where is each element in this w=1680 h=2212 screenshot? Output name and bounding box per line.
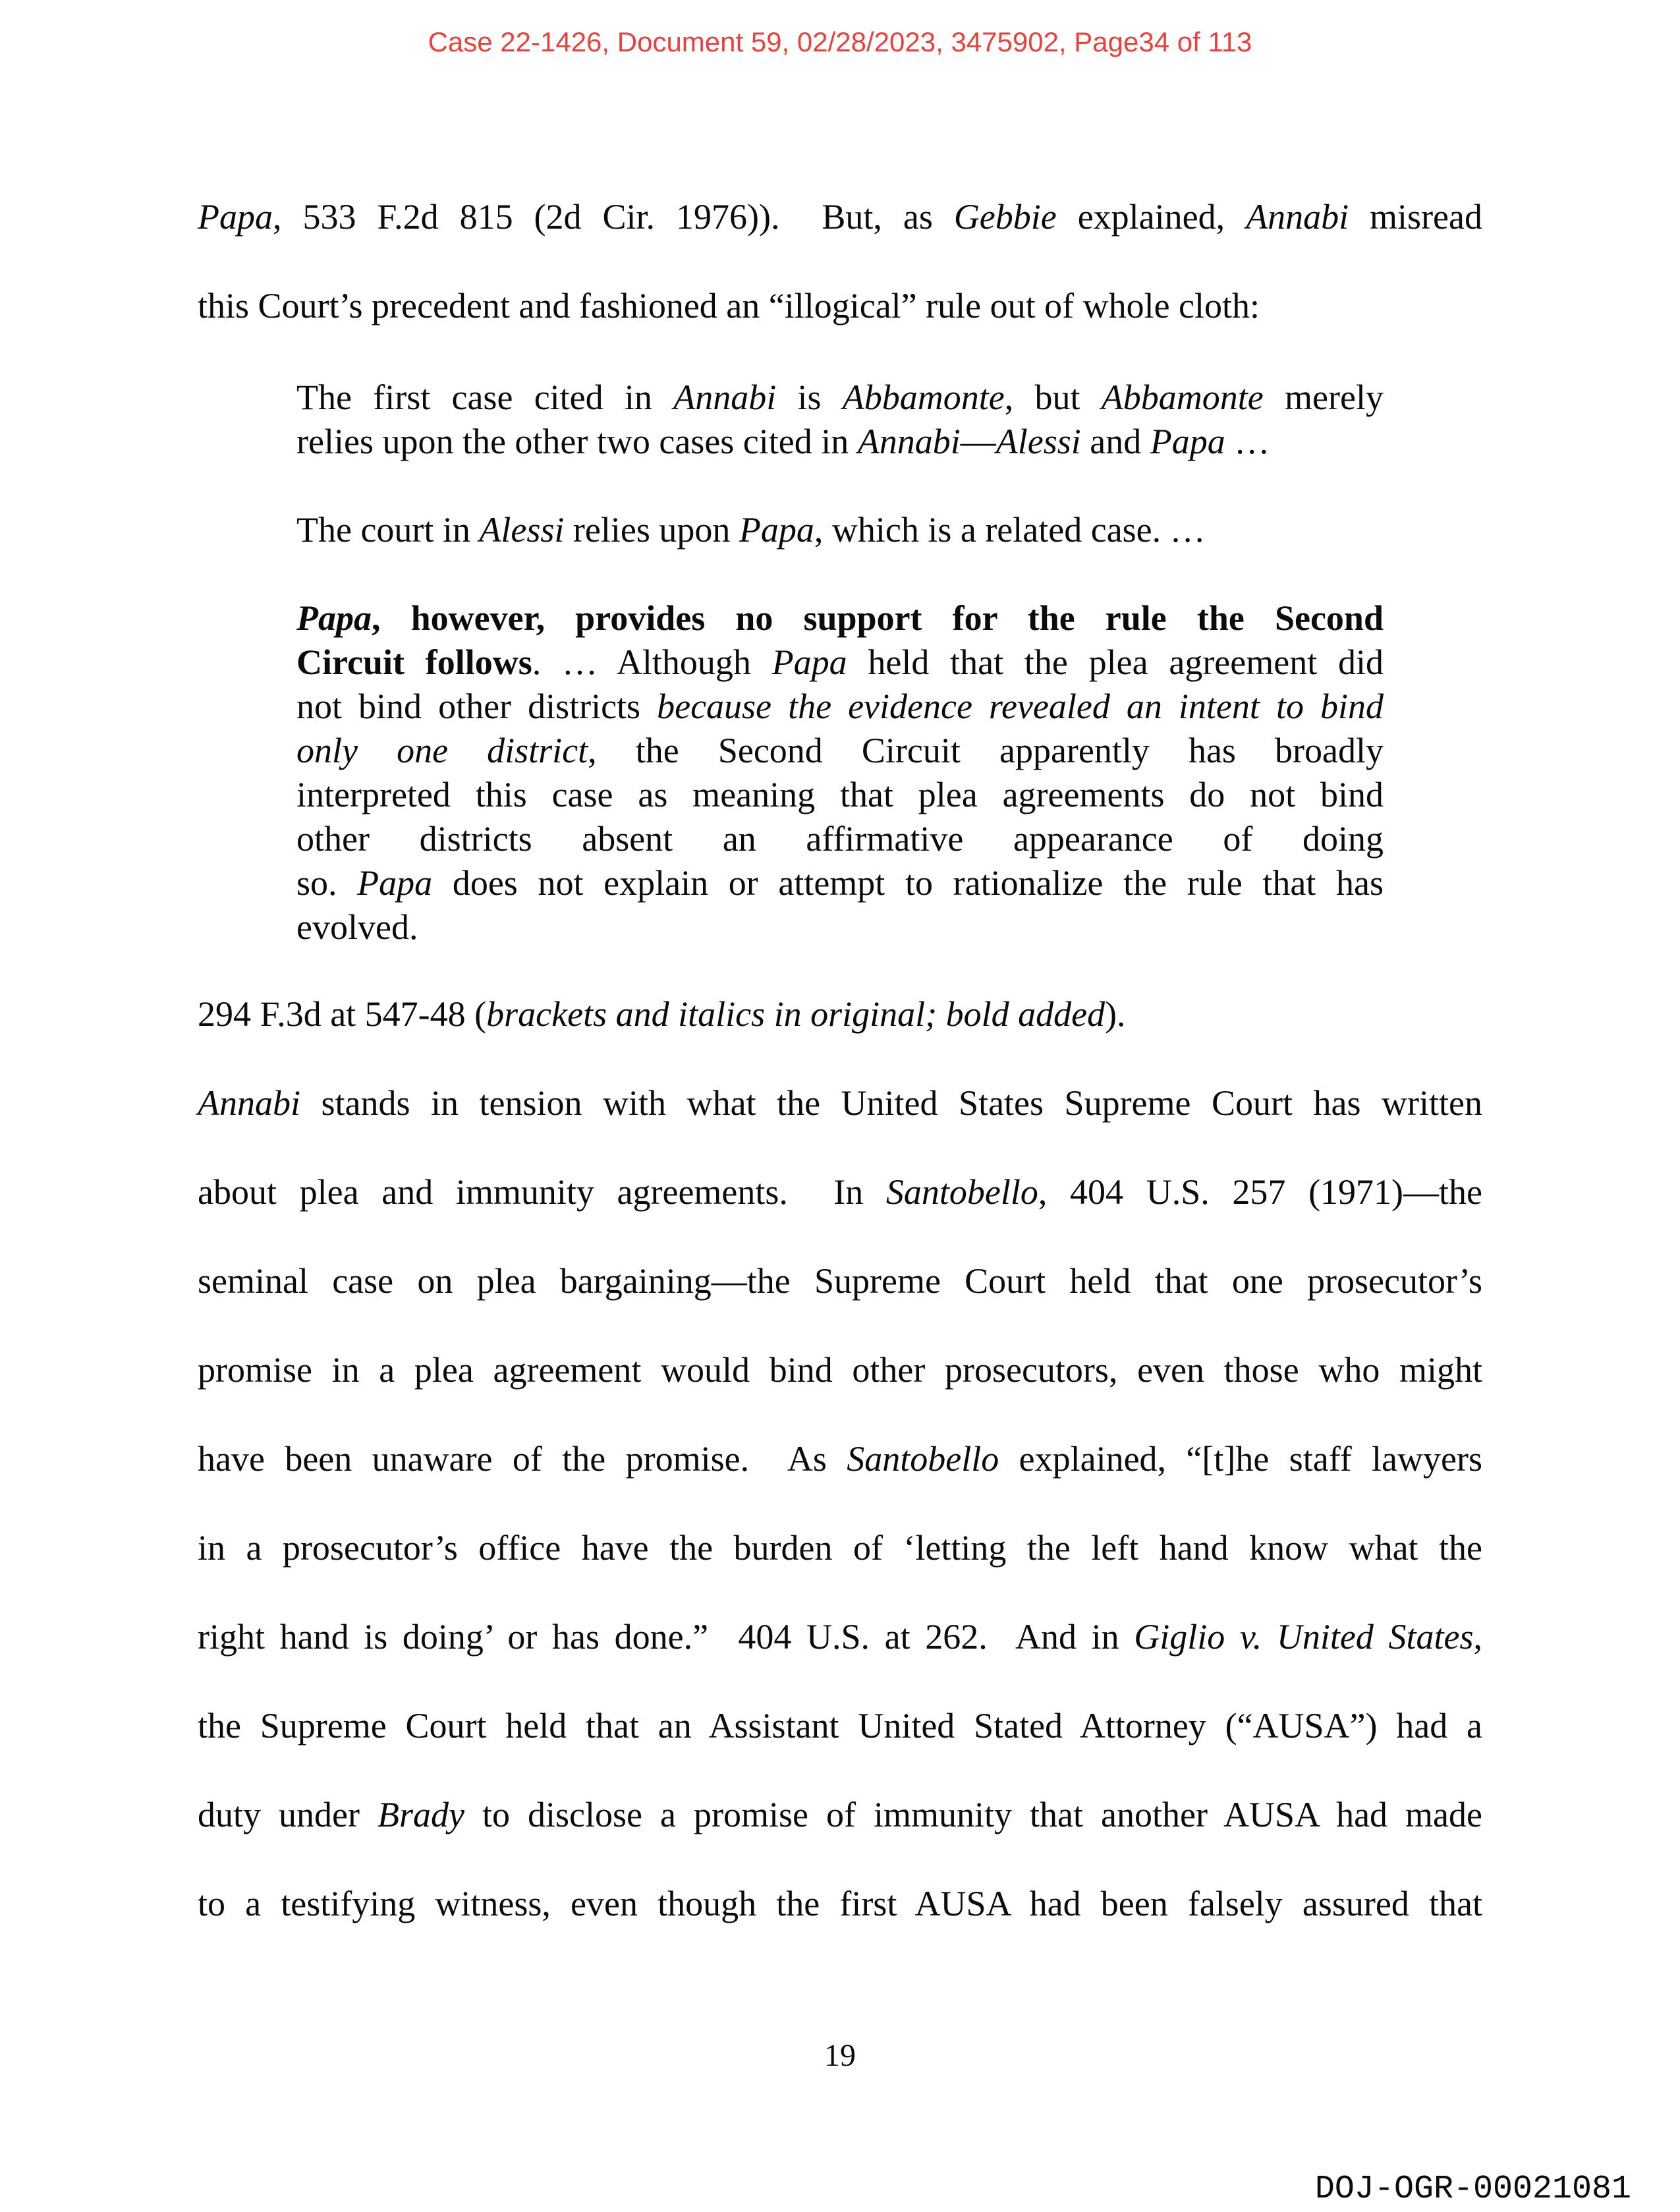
text-line <box>198 1504 1482 1593</box>
text-segment: , 404 U.S. 257 (1971)—the <box>1038 1172 1483 1212</box>
text-line <box>198 173 1482 262</box>
text-segment: Papa <box>357 863 433 903</box>
text-segment: , however, provides no support for the rule the Second <box>372 598 1384 638</box>
text-segment: The court in <box>296 510 480 550</box>
text-segment: Papa <box>771 642 847 682</box>
text-segment: , the Second Circuit apparently has broadly <box>588 731 1384 770</box>
text-segment: to disclose a promise of immunity that another AUSA had made <box>464 1795 1482 1834</box>
text-segment: Brady <box>378 1795 464 1834</box>
text-segment: have been unaware of the promise. As <box>198 1439 847 1479</box>
text-line <box>198 970 1482 1059</box>
text-segment: in a prosecutor’s office have the burden of ‘letting the left hand know what the <box>198 1528 1482 1568</box>
text-segment: right hand is doing’ or has done.” 404 U.S. at 262. And in <box>198 1617 1134 1657</box>
text-line <box>296 817 1384 861</box>
text-line <box>198 1859 1482 1948</box>
text-segment: held that the plea agreement did <box>847 642 1384 682</box>
text-segment: , which is a related case. … <box>814 510 1206 550</box>
text-segment: Papa <box>296 598 372 638</box>
text-line <box>296 773 1384 817</box>
text-segment: not bind other districts <box>296 687 658 726</box>
text-segment: relies upon the other two cases cited in <box>296 422 858 461</box>
text-line <box>198 1326 1482 1415</box>
text-segment: — <box>960 422 996 461</box>
text-segment: promise in a plea agreement would bind other prosecutors, even those who might <box>198 1350 1482 1390</box>
text-segment: misread <box>1349 197 1482 237</box>
page-number: 19 <box>824 2038 856 2073</box>
text-segment: explained, “[t]he staff lawyers <box>999 1439 1482 1479</box>
text-segment: , but <box>1004 378 1102 417</box>
text-segment: this Court’s precedent and fashioned an “illogical” rule out of whole cloth: <box>198 286 1260 326</box>
text-line <box>296 508 1384 552</box>
text-line <box>296 685 1384 729</box>
text-line <box>198 1415 1482 1504</box>
text-line <box>198 1771 1482 1859</box>
text-segment: because the evidence revealed an intent to bind <box>657 687 1384 726</box>
text-line <box>296 640 1384 685</box>
text-segment: Papa <box>198 197 273 237</box>
text-segment: Papa <box>1150 422 1225 461</box>
bates-number: DOJ-OGR-00021081 <box>1314 2170 1631 2208</box>
text-segment: , <box>1473 1617 1482 1657</box>
block-quote-paragraph <box>296 376 1384 464</box>
body-paragraph <box>198 970 1482 1059</box>
text-segment: … <box>1225 422 1270 461</box>
text-segment: is <box>776 378 843 417</box>
text-segment: , 533 F.2d 815 (2d Cir. 1976)). But, as <box>273 197 954 237</box>
text-segment: other districts absent an affirmative appearance of doing <box>296 819 1384 859</box>
text-segment: stands in tension with what the United States Supreme Court has written <box>300 1083 1482 1123</box>
text-segment: Papa <box>739 510 814 550</box>
text-segment: does not explain or attempt to rationalize the rule that has <box>432 863 1384 903</box>
text-segment: Alessi <box>995 422 1081 461</box>
text-line <box>198 262 1482 351</box>
text-segment: Annabi <box>198 1083 300 1123</box>
text-segment: Circuit follows <box>296 642 532 682</box>
text-segment: evolved. <box>296 907 418 947</box>
text-line <box>296 905 1384 950</box>
text-segment: Santobello <box>885 1172 1038 1212</box>
body-paragraph <box>198 1059 1482 1948</box>
text-segment: Annabi <box>857 422 961 461</box>
text-segment: and <box>1080 422 1150 461</box>
text-segment: relies upon <box>564 510 739 550</box>
text-line <box>296 861 1384 905</box>
text-line <box>296 376 1384 420</box>
text-line <box>296 596 1384 640</box>
block-quote-paragraph <box>296 596 1384 950</box>
text-segment: interpreted this case as meaning that plea agreements do not bind <box>296 775 1384 814</box>
case-stamp-header: Case 22-1426, Document 59, 02/28/2023, 3475902, Page34 of 113 <box>428 26 1252 57</box>
text-line <box>198 1237 1482 1326</box>
block-quote-paragraph <box>296 508 1384 552</box>
text-line <box>198 1059 1482 1148</box>
text-line <box>296 420 1384 464</box>
text-segment: The first case cited in <box>296 378 674 417</box>
document-body <box>198 173 1482 1948</box>
text-line <box>296 729 1384 773</box>
text-segment: Annabi <box>1246 197 1349 237</box>
text-segment: so. <box>296 863 358 903</box>
text-segment: explained, <box>1056 197 1246 237</box>
text-segment: merely <box>1263 378 1384 417</box>
text-segment: to a testifying witness, even though the first AUSA had been falsely assured that <box>198 1884 1482 1923</box>
text-segment: Alessi <box>479 510 565 550</box>
text-segment: only one district <box>296 731 588 770</box>
text-segment: Gebbie <box>953 197 1057 237</box>
text-segment: 294 F.3d at 547-48 ( <box>198 994 487 1034</box>
text-segment: Abbamonte <box>842 378 1005 417</box>
text-segment: ). <box>1105 994 1126 1034</box>
text-segment: seminal case on plea bargaining—the Supreme Court held that one prosecutor’s <box>198 1261 1482 1301</box>
text-segment: Giglio v. United States <box>1134 1617 1474 1657</box>
text-segment: about plea and immunity agreements. In <box>198 1172 886 1212</box>
text-line <box>198 1682 1482 1771</box>
text-segment: duty under <box>198 1795 378 1834</box>
text-line <box>198 1593 1482 1682</box>
text-segment: Santobello <box>847 1439 999 1479</box>
body-paragraph <box>198 173 1482 351</box>
text-segment: Abbamonte <box>1101 378 1264 417</box>
text-segment: brackets and italics in original; bold added <box>486 994 1106 1034</box>
text-segment: the Supreme Court held that an Assistant United Stated Attorney (“AUSA”) had a <box>198 1706 1482 1745</box>
text-segment: . … Although <box>532 642 772 682</box>
text-line <box>198 1148 1482 1237</box>
text-segment: Annabi <box>673 378 777 417</box>
